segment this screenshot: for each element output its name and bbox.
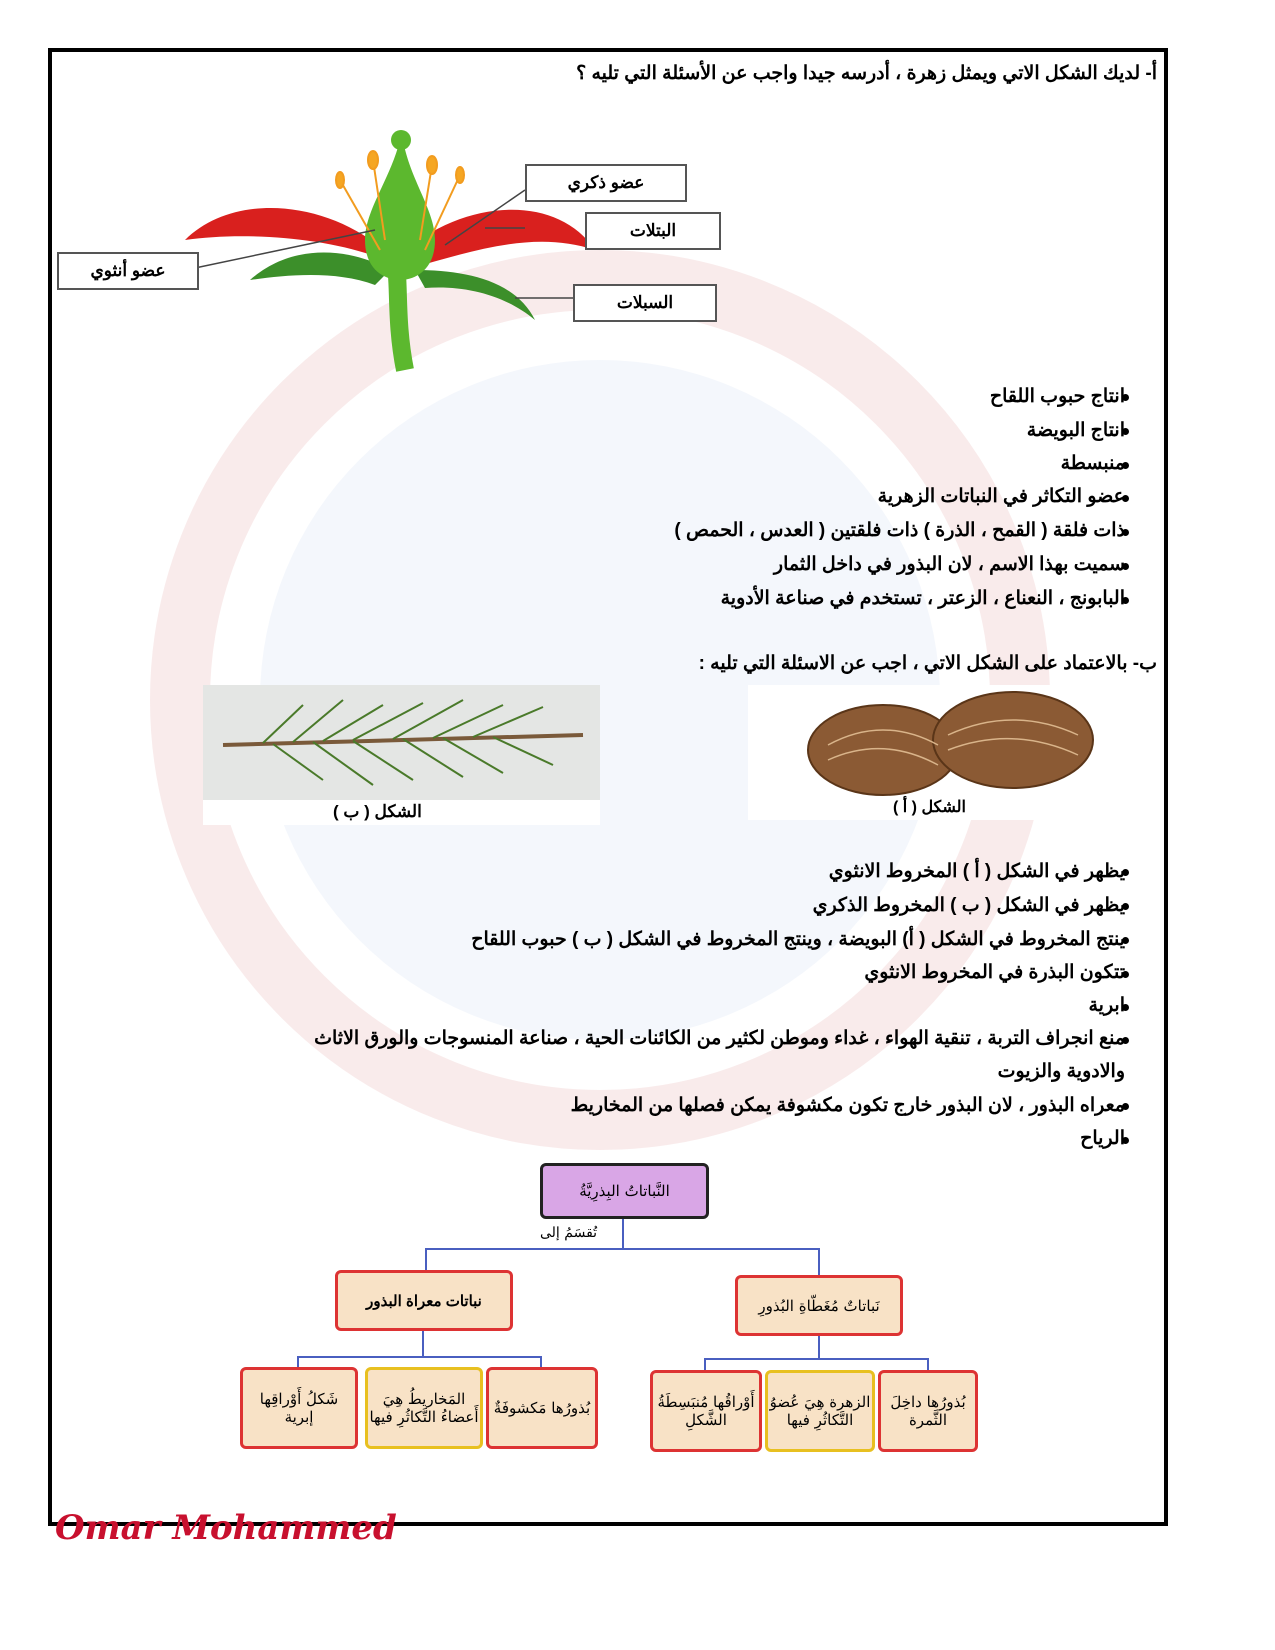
map-gymno-child: المَخاريطُ هِيَ أَعضاءُ التَّكاثُرِ فيها bbox=[365, 1367, 483, 1449]
answer-item: البابونج ، النعناع ، الزعتر ، تستخدم في صناعة الأدوية bbox=[720, 588, 1125, 609]
label-petals: البتلات bbox=[585, 212, 721, 250]
answer-item: ابرية bbox=[1088, 995, 1125, 1016]
label-sepals: السبلات bbox=[573, 284, 717, 322]
answer-item: انتاج البويضة bbox=[1026, 420, 1125, 441]
answer-item: يظهر في الشكل ( أ ) المخروط الانثوي bbox=[828, 861, 1125, 882]
map-angio-child: أَوْراقُها مُنبَسِطَةُ الشَّكلِ bbox=[650, 1370, 762, 1452]
section-b-heading: ب- بالاعتماد على الشكل الاتي ، اجب عن الاسئلة التي تليه : bbox=[698, 653, 1157, 674]
map-gymno-child: شَكلُ أَوْراقِها إبرية bbox=[240, 1367, 358, 1449]
figure-a-pine-cones bbox=[748, 685, 1145, 820]
section-a-heading: أ- لديك الشكل الاتي ويمثل زهرة ، أدرسه جيدا واجب عن الأسئلة التي تليه ؟ bbox=[576, 63, 1157, 84]
map-divides-label: تُقسَمُ إلى bbox=[540, 1225, 598, 1241]
label-male-organ: عضو ذكري bbox=[525, 164, 687, 202]
map-gymnosperms: نباتات معراة البذور bbox=[335, 1270, 513, 1331]
answer-item: معراه البذور ، لان البذور خارج تكون مكشوفة يمكن فصلها من المخاريط bbox=[570, 1095, 1125, 1116]
answer-item: منع انجراف التربة ، تنقية الهواء ، غداء وموطن لكثير من الكائنات الحية ، صناعة المنسوجات والورق الاثاث bbox=[314, 1028, 1125, 1049]
map-angiosperms: نَباتاتٌ مُغَطّاةِ البُذورِ bbox=[735, 1275, 903, 1336]
figure-b-caption: الشكل ( ب ) bbox=[333, 802, 422, 821]
answer-item: سميت بهذا الاسم ، لان البذور في داخل الثمار bbox=[773, 554, 1125, 575]
author-signature: Omar Mohammed bbox=[55, 1508, 397, 1548]
answer-item: يظهر في الشكل ( ب ) المخروط الذكري bbox=[812, 895, 1125, 916]
answer-item: منبسطة bbox=[1060, 453, 1125, 474]
map-gymno-child: بُذورُها مَكشوفَةٌ bbox=[486, 1367, 598, 1449]
figure-a-caption: الشكل ( أ ) bbox=[893, 799, 966, 816]
map-root: النَّباتاتُ البِذرِيَّةُ bbox=[540, 1163, 709, 1219]
label-female-organ: عضو أنثوي bbox=[57, 252, 199, 290]
answer-item: ذات فلقة ( القمح ، الذرة ) ذات فلقتين ( العدس ، الحمص ) bbox=[674, 520, 1125, 541]
answer-item-continued: والادوية والزيوت bbox=[997, 1061, 1125, 1082]
answer-item: الرياح bbox=[1080, 1128, 1125, 1149]
figure-b-pine-branch bbox=[203, 685, 600, 825]
map-angio-child: الزهرة هِيَ عُضوُ التَّكاثُرِ فيها bbox=[765, 1370, 875, 1452]
answer-item: تتكون البذرة في المخروط الانثوي bbox=[864, 962, 1125, 983]
answer-item: انتاج حبوب اللقاح bbox=[989, 386, 1125, 407]
flower-diagram bbox=[55, 120, 735, 380]
answer-item: عضو التكاثر في النباتات الزهرية bbox=[877, 486, 1125, 507]
map-angio-child: بُذورُها داخِلَ الثَّمرة bbox=[878, 1370, 978, 1452]
answer-item: ينتج المخروط في الشكل ( أ) البويضة ، وينتج المخروط في الشكل ( ب ) حبوب اللقاح bbox=[471, 929, 1125, 950]
